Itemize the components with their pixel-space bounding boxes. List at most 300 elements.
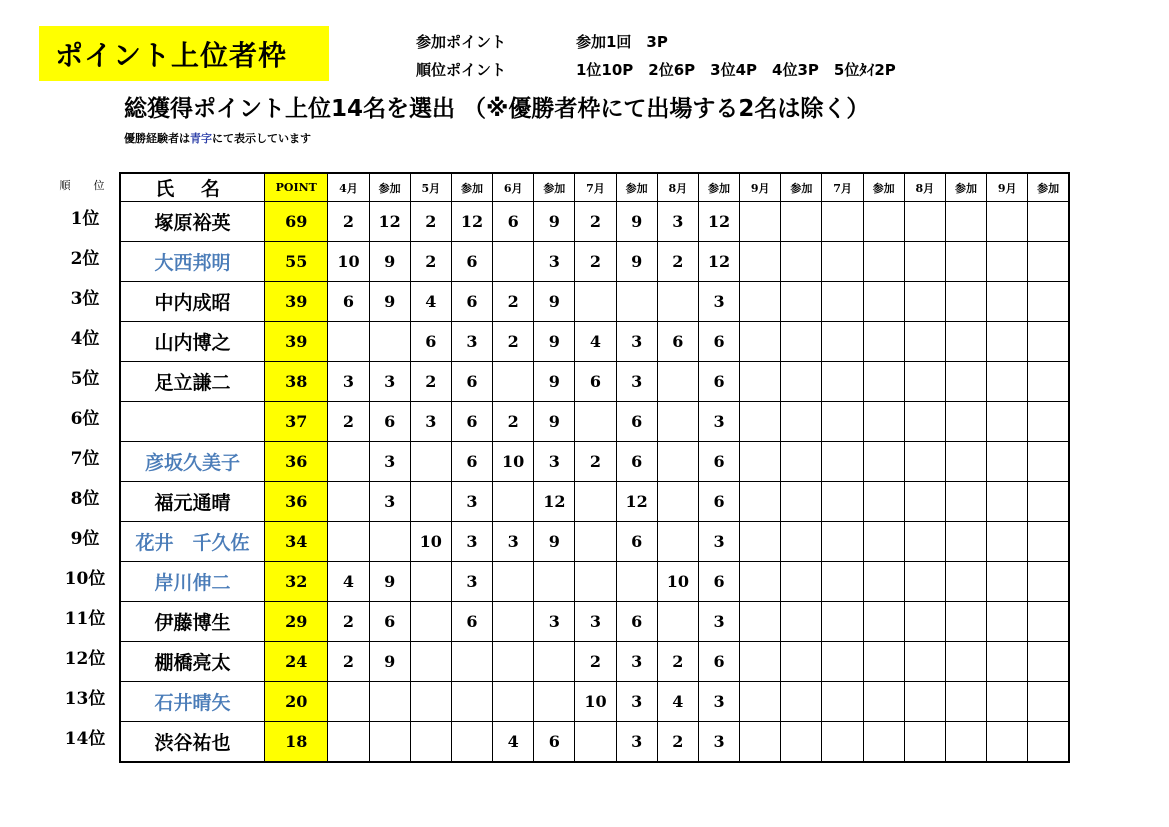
player-name: 伊藤博生 [120, 602, 265, 642]
table-row [120, 482, 1069, 522]
score-cell: 4 [493, 722, 534, 763]
table-row [120, 642, 1069, 682]
score-cell [451, 722, 492, 763]
rules [416, 28, 896, 84]
score-cell [781, 242, 822, 282]
score-cell [1028, 482, 1069, 522]
score-cell [945, 282, 986, 322]
subtitle: 総獲得ポイント上位14名を選出 （※優勝者枠にて出場する2名は除く） [124, 96, 870, 122]
score-cell [410, 562, 451, 602]
rule-label: 順位ポイント [416, 61, 507, 79]
score-cell [740, 282, 781, 322]
score-cell [987, 642, 1028, 682]
score-cell [822, 362, 863, 402]
score-cell [740, 362, 781, 402]
rank-column [50, 172, 120, 759]
score-cell [945, 242, 986, 282]
score-cell: 3 [616, 362, 657, 402]
score-cell [781, 602, 822, 642]
score-cell [863, 602, 904, 642]
score-cell [987, 402, 1028, 442]
score-cell: 9 [534, 282, 575, 322]
score-cell [781, 362, 822, 402]
score-cell [740, 722, 781, 763]
column-header: 5月 [410, 173, 451, 202]
score-cell [1028, 362, 1069, 402]
score-cell [945, 522, 986, 562]
player-name: 足立謙二 [120, 362, 265, 402]
score-cell: 6 [575, 362, 616, 402]
score-cell [822, 322, 863, 362]
score-cell [781, 682, 822, 722]
score-cell: 3 [534, 602, 575, 642]
point-total: 36 [265, 442, 328, 482]
note-highlight: 青字 [190, 132, 212, 145]
score-cell [740, 482, 781, 522]
table-row [120, 322, 1069, 362]
rank-label: 4位 [70, 329, 100, 349]
score-cell [987, 522, 1028, 562]
score-cell [740, 602, 781, 642]
column-header: 参加 [369, 173, 410, 202]
score-cell: 2 [328, 642, 369, 682]
score-cell [987, 282, 1028, 322]
score-cell: 6 [410, 322, 451, 362]
rank-label: 7位 [70, 449, 100, 469]
table-row [120, 242, 1069, 282]
score-cell: 3 [657, 202, 698, 242]
point-total: 20 [265, 682, 328, 722]
point-total: 36 [265, 482, 328, 522]
score-cell [863, 682, 904, 722]
score-cell [575, 282, 616, 322]
score-cell [657, 362, 698, 402]
score-cell [740, 642, 781, 682]
score-cell: 3 [698, 282, 739, 322]
score-cell: 2 [410, 202, 451, 242]
score-cell [328, 482, 369, 522]
score-cell [328, 442, 369, 482]
player-name: 中内成昭 [120, 282, 265, 322]
table-row [120, 722, 1069, 763]
score-cell [493, 562, 534, 602]
score-cell: 2 [657, 722, 698, 763]
score-cell [781, 562, 822, 602]
score-cell: 2 [328, 602, 369, 642]
score-cell [945, 602, 986, 642]
score-cell [1028, 202, 1069, 242]
score-cell: 6 [698, 362, 739, 402]
rule-ranking [416, 56, 896, 84]
score-cell [493, 602, 534, 642]
score-cell [1028, 562, 1069, 602]
rank-label: 6位 [70, 409, 100, 429]
player-name: 大西邦明 [120, 242, 265, 282]
column-header: 参加 [781, 173, 822, 202]
score-cell [657, 482, 698, 522]
score-cell: 3 [616, 722, 657, 763]
score-cell: 9 [534, 402, 575, 442]
score-cell [1028, 722, 1069, 763]
score-cell [781, 722, 822, 763]
rank-label: 2位 [70, 249, 100, 269]
score-cell [904, 722, 945, 763]
score-cell [493, 242, 534, 282]
player-name: 棚橋亮太 [120, 642, 265, 682]
score-cell [781, 202, 822, 242]
player-name: 彦坂久美子 [120, 442, 265, 482]
legend-note [124, 130, 311, 146]
score-cell [740, 562, 781, 602]
point-total: 39 [265, 322, 328, 362]
score-cell [987, 202, 1028, 242]
score-cell: 6 [451, 442, 492, 482]
player-name [120, 402, 265, 442]
score-cell: 2 [575, 642, 616, 682]
score-cell [328, 522, 369, 562]
score-cell: 2 [493, 322, 534, 362]
table-row [120, 562, 1069, 602]
point-total: 55 [265, 242, 328, 282]
score-cell [657, 602, 698, 642]
score-cell [987, 242, 1028, 282]
score-cell: 6 [616, 442, 657, 482]
table-row [120, 202, 1069, 242]
score-cell [945, 562, 986, 602]
point-total: 34 [265, 522, 328, 562]
score-cell: 12 [616, 482, 657, 522]
score-cell [616, 562, 657, 602]
score-cell: 2 [657, 642, 698, 682]
score-cell: 3 [328, 362, 369, 402]
player-name: 山内博之 [120, 322, 265, 362]
column-header: 9月 [740, 173, 781, 202]
score-cell: 3 [698, 682, 739, 722]
score-cell [822, 482, 863, 522]
score-cell [328, 322, 369, 362]
column-header: 参加 [945, 173, 986, 202]
score-cell [493, 642, 534, 682]
score-cell [410, 442, 451, 482]
score-cell: 2 [493, 282, 534, 322]
score-cell [863, 722, 904, 763]
score-cell: 12 [698, 202, 739, 242]
ranking-table [119, 172, 1070, 763]
point-total: 37 [265, 402, 328, 442]
score-cell: 2 [410, 242, 451, 282]
rank-label: 1位 [70, 209, 100, 229]
score-cell: 9 [369, 562, 410, 602]
score-cell: 6 [451, 362, 492, 402]
score-cell [740, 682, 781, 722]
score-cell [1028, 602, 1069, 642]
point-total: 24 [265, 642, 328, 682]
score-cell [822, 282, 863, 322]
score-cell: 9 [534, 522, 575, 562]
score-cell [822, 602, 863, 642]
score-cell [904, 322, 945, 362]
score-cell: 6 [698, 642, 739, 682]
score-cell [904, 402, 945, 442]
score-cell: 3 [698, 722, 739, 763]
score-cell [863, 482, 904, 522]
score-cell: 3 [369, 482, 410, 522]
point-total: 69 [265, 202, 328, 242]
score-cell: 2 [410, 362, 451, 402]
score-cell [781, 402, 822, 442]
score-cell: 2 [575, 442, 616, 482]
score-cell [740, 242, 781, 282]
score-cell: 4 [657, 682, 698, 722]
score-cell: 6 [493, 202, 534, 242]
score-cell: 3 [451, 562, 492, 602]
table-row [120, 442, 1069, 482]
score-cell: 6 [657, 322, 698, 362]
rank-header: 順 位 [59, 179, 111, 192]
rule-value: 参加1回 3P [576, 33, 668, 51]
score-cell: 4 [410, 282, 451, 322]
column-header: 参加 [616, 173, 657, 202]
score-cell [1028, 322, 1069, 362]
player-name: 塚原裕英 [120, 202, 265, 242]
score-cell: 6 [451, 402, 492, 442]
score-cell [945, 642, 986, 682]
score-cell [863, 642, 904, 682]
point-total: 18 [265, 722, 328, 763]
score-cell [575, 722, 616, 763]
score-cell: 10 [575, 682, 616, 722]
score-cell [781, 642, 822, 682]
score-cell: 6 [328, 282, 369, 322]
column-header: 参加 [1028, 173, 1069, 202]
rank-label: 14位 [64, 729, 106, 749]
score-cell: 12 [534, 482, 575, 522]
player-name: 岸川伸二 [120, 562, 265, 602]
score-cell [904, 602, 945, 642]
score-cell [781, 482, 822, 522]
score-cell [657, 282, 698, 322]
column-header: 参加 [451, 173, 492, 202]
score-cell [904, 362, 945, 402]
rank-label: 5位 [70, 369, 100, 389]
score-cell: 3 [698, 402, 739, 442]
score-cell [575, 562, 616, 602]
score-cell [822, 642, 863, 682]
table-row [120, 522, 1069, 562]
player-name: 花井 千久佐 [120, 522, 265, 562]
score-cell [657, 522, 698, 562]
score-cell [740, 522, 781, 562]
score-cell [451, 682, 492, 722]
score-cell [410, 722, 451, 763]
score-cell [987, 322, 1028, 362]
score-cell: 3 [451, 322, 492, 362]
score-cell: 3 [616, 642, 657, 682]
score-cell [493, 682, 534, 722]
score-cell [822, 562, 863, 602]
score-cell: 9 [616, 242, 657, 282]
column-header: 参加 [698, 173, 739, 202]
score-cell [616, 282, 657, 322]
score-cell: 3 [410, 402, 451, 442]
score-cell [987, 722, 1028, 763]
score-cell: 4 [575, 322, 616, 362]
score-cell: 9 [534, 202, 575, 242]
score-cell [863, 522, 904, 562]
rank-label: 9位 [70, 529, 100, 549]
score-cell [904, 202, 945, 242]
score-cell [451, 642, 492, 682]
score-cell [369, 682, 410, 722]
score-cell: 3 [534, 442, 575, 482]
score-cell [863, 362, 904, 402]
score-cell: 9 [369, 642, 410, 682]
score-cell [493, 482, 534, 522]
score-cell: 6 [616, 402, 657, 442]
score-cell: 9 [534, 362, 575, 402]
column-header: 8月 [657, 173, 698, 202]
score-cell [534, 682, 575, 722]
player-name: 渋谷祐也 [120, 722, 265, 763]
score-cell: 6 [534, 722, 575, 763]
score-cell [781, 322, 822, 362]
score-cell: 3 [369, 362, 410, 402]
score-cell: 9 [369, 282, 410, 322]
score-cell [987, 442, 1028, 482]
table-row [120, 682, 1069, 722]
score-cell [493, 362, 534, 402]
score-cell [410, 602, 451, 642]
score-cell [987, 362, 1028, 402]
score-cell [863, 242, 904, 282]
column-header: 参加 [534, 173, 575, 202]
score-cell [369, 722, 410, 763]
score-cell [369, 322, 410, 362]
player-name: 石井晴矢 [120, 682, 265, 722]
score-cell: 2 [575, 242, 616, 282]
score-cell: 3 [534, 242, 575, 282]
score-cell: 3 [451, 482, 492, 522]
column-header: 6月 [493, 173, 534, 202]
score-cell [410, 642, 451, 682]
score-cell [945, 482, 986, 522]
score-cell [822, 682, 863, 722]
score-cell [410, 682, 451, 722]
score-cell [987, 682, 1028, 722]
score-cell [575, 522, 616, 562]
score-cell: 6 [616, 602, 657, 642]
rule-participation [416, 28, 896, 56]
rule-label: 参加ポイント [416, 33, 507, 51]
score-cell [945, 442, 986, 482]
score-cell: 6 [698, 442, 739, 482]
score-cell [740, 202, 781, 242]
score-cell: 6 [369, 602, 410, 642]
score-cell: 3 [616, 682, 657, 722]
player-name: 福元通晴 [120, 482, 265, 522]
score-cell: 9 [534, 322, 575, 362]
score-cell [904, 522, 945, 562]
score-cell: 9 [369, 242, 410, 282]
score-cell: 2 [657, 242, 698, 282]
score-cell [822, 202, 863, 242]
score-cell: 6 [698, 562, 739, 602]
score-cell [904, 682, 945, 722]
table-header-row [120, 173, 1069, 202]
score-cell: 2 [493, 402, 534, 442]
score-cell [575, 402, 616, 442]
score-cell: 3 [575, 602, 616, 642]
point-total: 38 [265, 362, 328, 402]
score-cell [410, 482, 451, 522]
score-cell: 6 [451, 602, 492, 642]
score-cell [987, 562, 1028, 602]
score-cell [822, 242, 863, 282]
score-cell [1028, 522, 1069, 562]
score-cell: 6 [451, 282, 492, 322]
score-cell [781, 522, 822, 562]
score-cell [945, 322, 986, 362]
score-cell [987, 482, 1028, 522]
point-total: 32 [265, 562, 328, 602]
score-cell [904, 282, 945, 322]
score-cell [822, 442, 863, 482]
table-row [120, 602, 1069, 642]
score-cell: 6 [698, 482, 739, 522]
score-cell [863, 202, 904, 242]
score-cell [781, 282, 822, 322]
score-cell: 4 [328, 562, 369, 602]
score-cell: 12 [369, 202, 410, 242]
score-cell: 12 [451, 202, 492, 242]
score-cell: 3 [493, 522, 534, 562]
rank-label: 13位 [64, 689, 106, 709]
score-cell: 3 [369, 442, 410, 482]
score-cell [863, 402, 904, 442]
score-cell: 10 [493, 442, 534, 482]
name-header: 氏 名 [120, 173, 265, 202]
score-cell: 10 [410, 522, 451, 562]
score-cell [1028, 442, 1069, 482]
score-cell [1028, 642, 1069, 682]
score-cell [863, 562, 904, 602]
score-cell [945, 202, 986, 242]
score-cell [1028, 402, 1069, 442]
score-cell [904, 642, 945, 682]
rule-value: 1位10P 2位6P 3位4P 4位3P 5位ﾀｲ2P [576, 61, 896, 79]
score-cell [904, 442, 945, 482]
score-cell [904, 562, 945, 602]
score-cell: 6 [451, 242, 492, 282]
score-cell [904, 242, 945, 282]
score-cell: 9 [616, 202, 657, 242]
score-cell [781, 442, 822, 482]
point-header: POINT [265, 173, 328, 202]
score-cell: 2 [575, 202, 616, 242]
score-cell [328, 722, 369, 763]
score-cell: 3 [451, 522, 492, 562]
rank-label: 3位 [70, 289, 100, 309]
score-cell [822, 722, 863, 763]
score-cell [657, 402, 698, 442]
rank-label: 11位 [64, 609, 106, 629]
score-cell: 10 [328, 242, 369, 282]
score-cell [657, 442, 698, 482]
score-cell [534, 642, 575, 682]
score-cell [904, 482, 945, 522]
note-text: 優勝経験者は [124, 132, 190, 145]
column-header: 9月 [987, 173, 1028, 202]
